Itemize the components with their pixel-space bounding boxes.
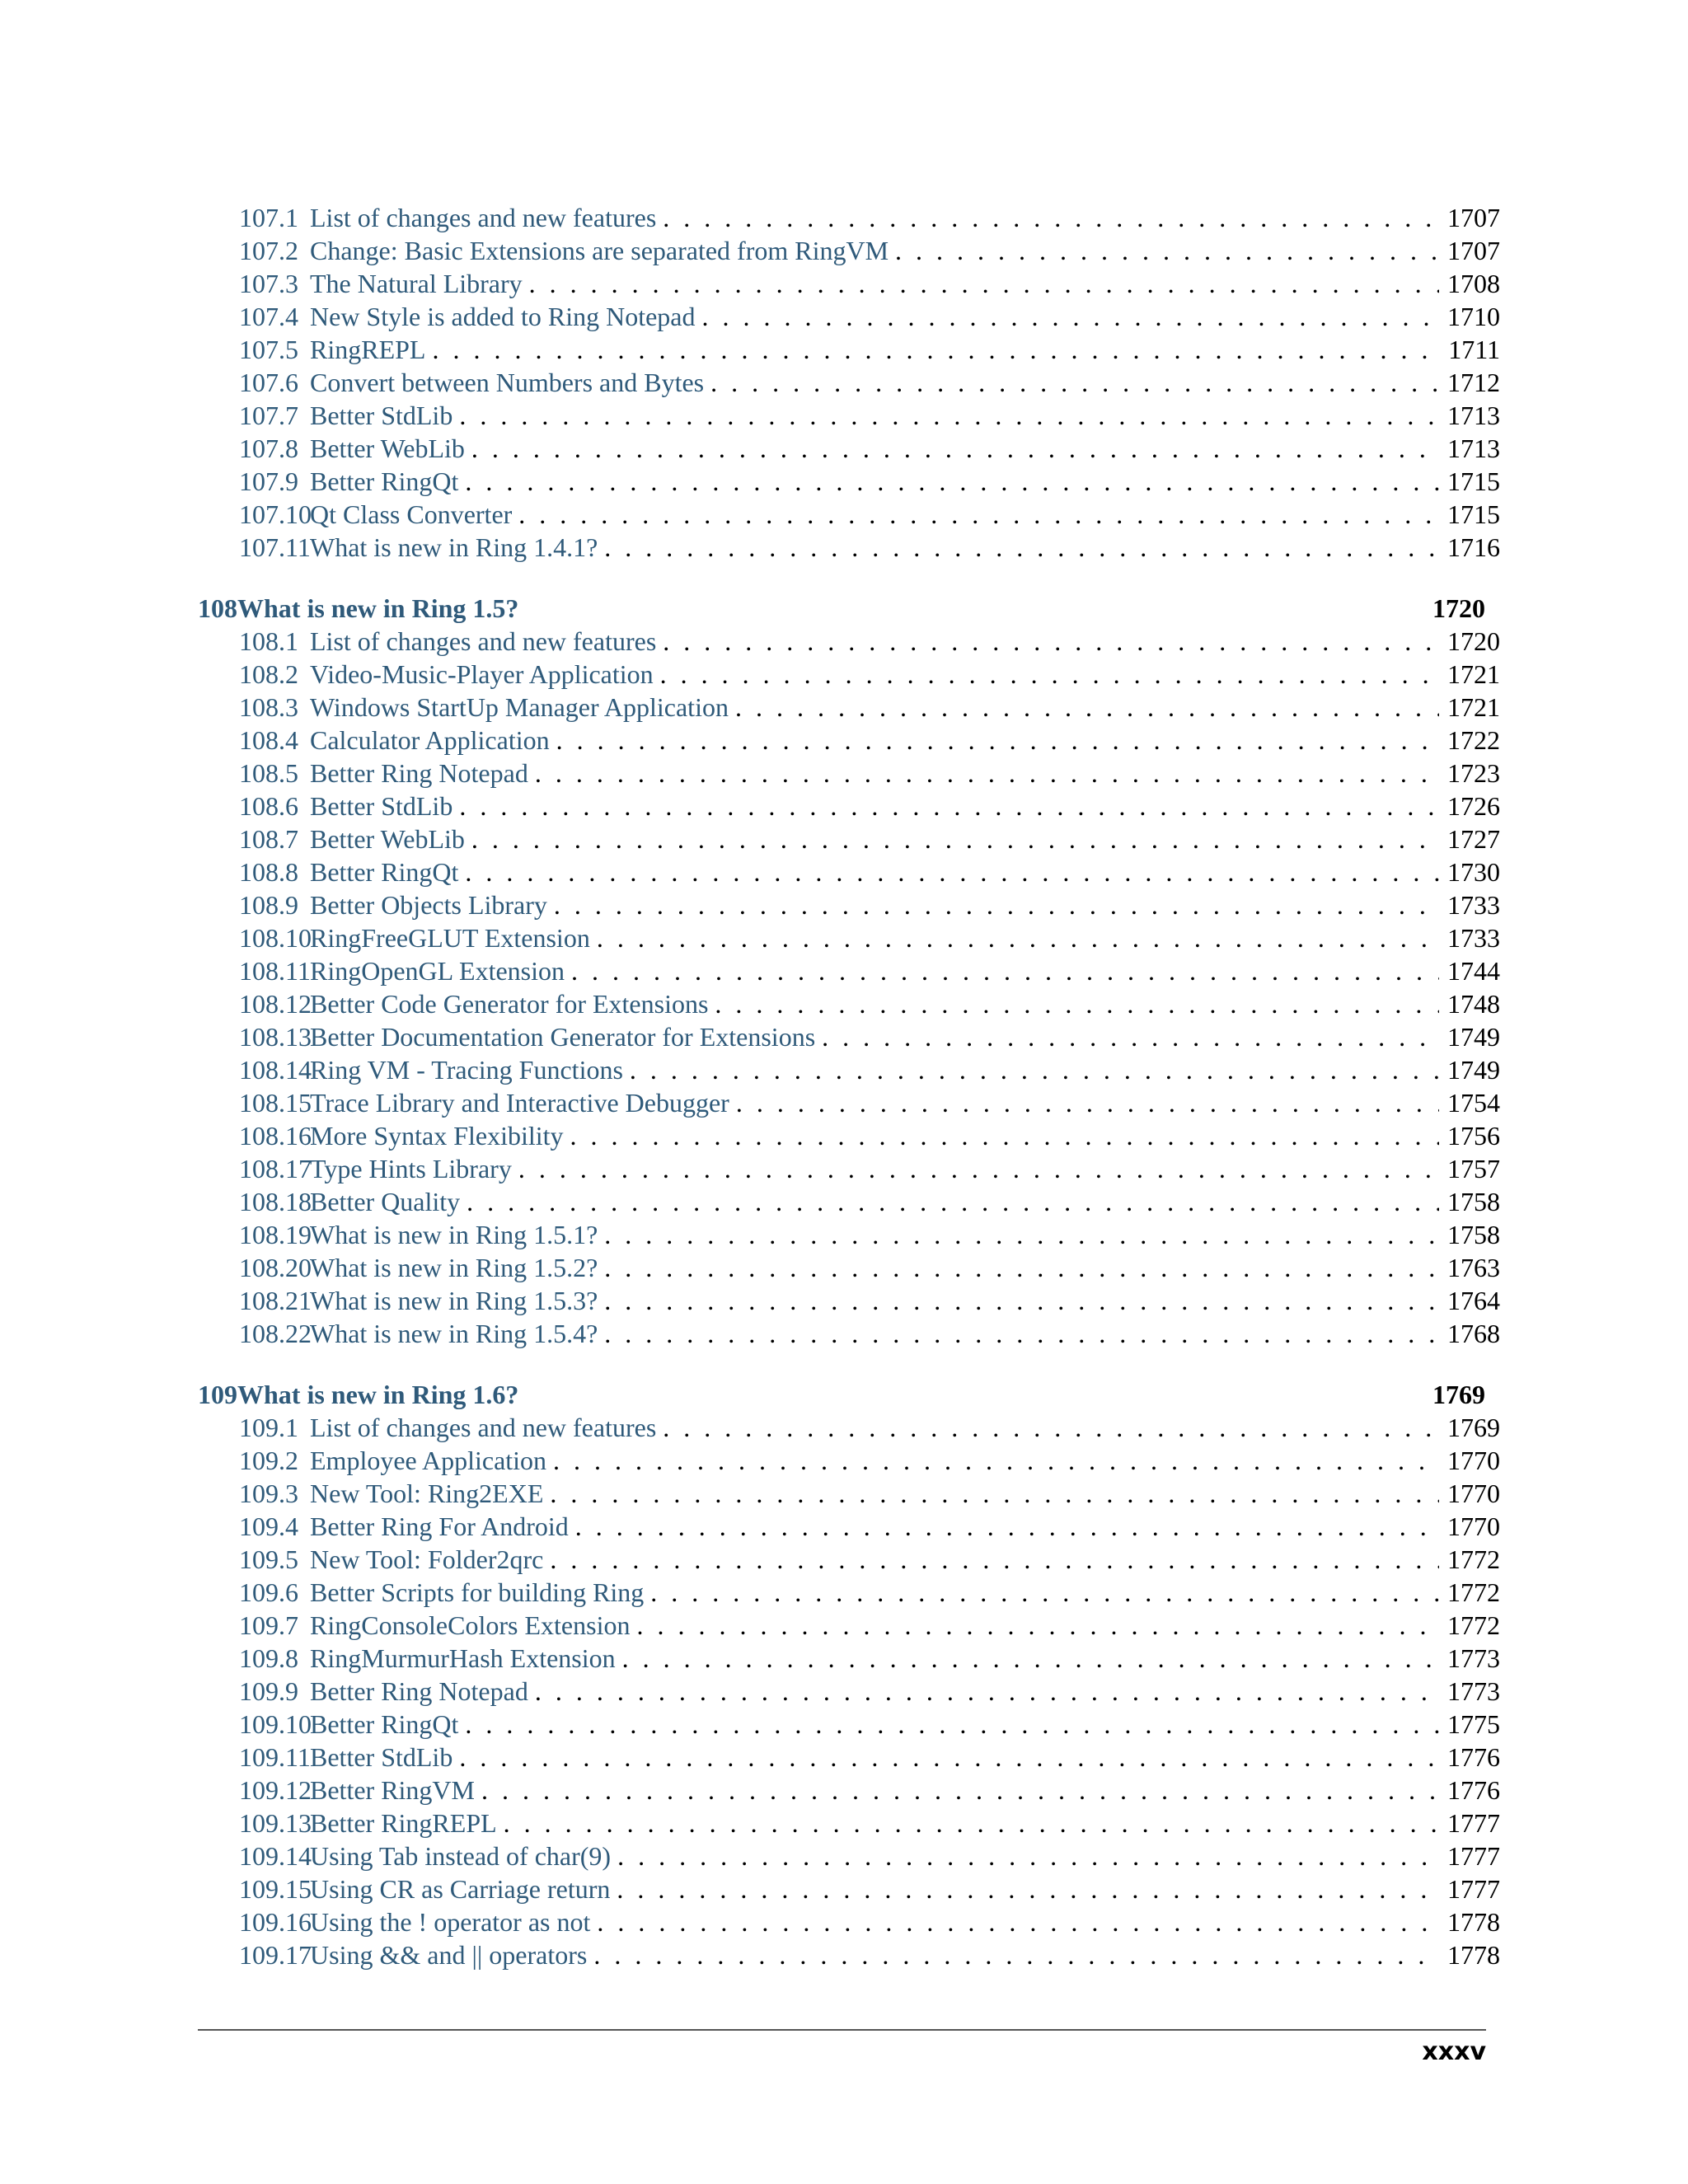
toc-entry-title[interactable]: Better Quality bbox=[310, 1187, 461, 1216]
toc-entry-number[interactable]: 109.17 bbox=[239, 1940, 312, 1970]
toc-entry[interactable] bbox=[198, 1411, 1500, 1444]
dot-leader bbox=[459, 790, 1439, 823]
dot-leader bbox=[663, 1411, 1439, 1444]
toc-entry-page[interactable]: 1778 bbox=[1447, 1940, 1500, 1970]
toc-entry-page[interactable]: 1715 bbox=[1447, 466, 1500, 496]
toc-entry-number[interactable]: 109.16 bbox=[239, 1907, 312, 1937]
toc-entry[interactable] bbox=[198, 366, 1500, 399]
dot-leader bbox=[701, 300, 1439, 333]
toc-entry-title[interactable]: Better Ring Notepad bbox=[310, 758, 528, 788]
toc-entry-title[interactable]: RingOpenGL Extension bbox=[310, 956, 565, 986]
toc-entry-page[interactable]: 1758 bbox=[1447, 1187, 1500, 1216]
toc-entry[interactable] bbox=[198, 1251, 1500, 1284]
toc-entry[interactable] bbox=[198, 954, 1500, 987]
toc-entry-number[interactable]: 108.13 bbox=[239, 1022, 312, 1052]
toc-entry-title[interactable]: RingMurmurHash Extension bbox=[310, 1643, 616, 1673]
dot-leader bbox=[604, 1218, 1439, 1251]
toc-entry[interactable] bbox=[198, 1444, 1500, 1477]
toc-entry-page[interactable]: 1733 bbox=[1447, 923, 1500, 953]
toc-entry-page[interactable]: 1711 bbox=[1448, 335, 1500, 364]
dot-leader bbox=[597, 1905, 1439, 1938]
toc-entry-page[interactable]: 1773 bbox=[1447, 1643, 1500, 1673]
table-of-contents bbox=[198, 201, 1500, 1971]
toc-entry-number[interactable]: 108.6 bbox=[239, 791, 298, 821]
toc-entry-number[interactable]: 109.12 bbox=[239, 1775, 312, 1805]
toc-entry[interactable] bbox=[198, 987, 1500, 1020]
toc-entry-number[interactable]: 107.1 bbox=[239, 203, 298, 232]
footer-divider bbox=[198, 2029, 1486, 2031]
toc-entry[interactable] bbox=[198, 465, 1500, 498]
toc-entry[interactable] bbox=[198, 498, 1500, 531]
toc-entry-number[interactable]: 108.14 bbox=[239, 1055, 312, 1085]
toc-entry-number[interactable]: 109.7 bbox=[239, 1610, 298, 1640]
toc-entry-title[interactable]: What is new in Ring 1.5.3? bbox=[310, 1286, 598, 1315]
dot-leader bbox=[432, 333, 1439, 366]
toc-entry-title[interactable]: Better Ring For Android bbox=[310, 1511, 569, 1541]
toc-entry-page[interactable]: 1707 bbox=[1447, 236, 1500, 265]
dot-leader bbox=[554, 888, 1439, 921]
toc-entry[interactable] bbox=[198, 1609, 1500, 1642]
dot-leader bbox=[736, 1086, 1439, 1119]
toc-entry-page[interactable]: 1710 bbox=[1447, 302, 1500, 331]
toc-entry[interactable] bbox=[198, 234, 1500, 267]
toc-entry-title[interactable]: Qt Class Converter bbox=[310, 499, 513, 529]
toc-entry[interactable] bbox=[198, 1020, 1500, 1053]
toc-entry[interactable] bbox=[198, 691, 1500, 724]
toc-entry-number[interactable]: 108.19 bbox=[239, 1220, 312, 1249]
toc-entry-page[interactable]: 1772 bbox=[1447, 1577, 1500, 1607]
toc-entry-number[interactable]: 108.17 bbox=[239, 1154, 312, 1183]
toc-entry-number[interactable]: 107.5 bbox=[239, 335, 298, 364]
toc-entry-page[interactable]: 1744 bbox=[1447, 956, 1500, 986]
toc-entry-page[interactable]: 1763 bbox=[1447, 1253, 1500, 1282]
toc-entry-title[interactable]: Better Objects Library bbox=[310, 890, 547, 920]
toc-entry-number[interactable]: 108.20 bbox=[239, 1253, 312, 1282]
toc-entry-page[interactable]: 1777 bbox=[1447, 1808, 1500, 1838]
toc-entry-number[interactable]: 108.22 bbox=[239, 1319, 312, 1348]
toc-entry-number[interactable]: 107.4 bbox=[239, 302, 298, 331]
toc-entry-page[interactable]: 1748 bbox=[1447, 989, 1500, 1019]
toc-entry-title[interactable]: Better RingREPL bbox=[310, 1808, 497, 1838]
toc-entry-number[interactable]: 109.14 bbox=[239, 1841, 312, 1871]
toc-entry-page[interactable]: 1778 bbox=[1447, 1907, 1500, 1937]
dot-leader bbox=[604, 1251, 1439, 1284]
toc-entry-number[interactable]: 109.6 bbox=[239, 1577, 298, 1607]
toc-entry-title[interactable]: RingREPL bbox=[310, 335, 426, 364]
toc-entry-title[interactable]: Better RingVM bbox=[310, 1775, 475, 1805]
dot-leader bbox=[630, 1053, 1439, 1086]
toc-entry-number[interactable]: 108.5 bbox=[239, 758, 298, 788]
toc-entry[interactable] bbox=[198, 1774, 1500, 1807]
dot-leader bbox=[604, 531, 1439, 564]
toc-entry-number[interactable]: 109.4 bbox=[239, 1511, 298, 1541]
dot-leader bbox=[660, 658, 1439, 691]
toc-entry-number[interactable]: 109.8 bbox=[239, 1643, 298, 1673]
toc-entry-page[interactable]: 1756 bbox=[1447, 1121, 1500, 1151]
dot-leader bbox=[465, 1708, 1439, 1741]
toc-entry[interactable] bbox=[198, 333, 1500, 366]
dot-leader bbox=[570, 1119, 1439, 1152]
toc-entry[interactable] bbox=[198, 1938, 1500, 1971]
dot-leader bbox=[465, 465, 1439, 498]
toc-entry-page[interactable]: 1768 bbox=[1447, 1319, 1500, 1348]
toc-entry-title[interactable]: Better RingQt bbox=[310, 466, 459, 496]
toc-chapter-block bbox=[198, 1378, 1500, 1971]
toc-entry-page[interactable]: 1777 bbox=[1447, 1841, 1500, 1871]
toc-entry-page[interactable]: 1772 bbox=[1447, 1544, 1500, 1574]
dot-leader bbox=[617, 1872, 1439, 1905]
dot-leader bbox=[895, 234, 1439, 267]
toc-entry-number[interactable]: 108.3 bbox=[239, 692, 298, 722]
toc-entry-page[interactable]: 1764 bbox=[1447, 1286, 1500, 1315]
toc-entry-title[interactable]: Using && and || operators bbox=[310, 1940, 588, 1970]
toc-entry-number[interactable]: 107.9 bbox=[239, 466, 298, 496]
dot-leader bbox=[553, 1444, 1439, 1477]
toc-entry[interactable] bbox=[198, 399, 1500, 432]
toc-entry-page[interactable]: 1772 bbox=[1447, 1610, 1500, 1640]
toc-entry-number[interactable]: 108.15 bbox=[239, 1088, 312, 1118]
toc-entry[interactable] bbox=[198, 855, 1500, 888]
toc-entry-title[interactable]: Change: Basic Extensions are separated from RingVM bbox=[310, 236, 889, 265]
toc-entry-number[interactable]: 107.11 bbox=[239, 532, 311, 562]
toc-entry-title[interactable]: Ring VM - Tracing Functions bbox=[310, 1055, 623, 1085]
toc-chapter-title[interactable]: What is new in Ring 1.6? bbox=[237, 1380, 519, 1409]
toc-entry-title[interactable]: Using Tab instead of char(9) bbox=[310, 1841, 612, 1871]
dot-leader bbox=[604, 1317, 1439, 1350]
toc-entry-title[interactable]: More Syntax Flexibility bbox=[310, 1121, 564, 1151]
toc-entry-number[interactable]: 109.1 bbox=[239, 1413, 298, 1442]
toc-entry-page[interactable]: 1773 bbox=[1447, 1676, 1500, 1706]
toc-entry[interactable] bbox=[198, 888, 1500, 921]
toc-entry-page[interactable]: 1770 bbox=[1447, 1479, 1500, 1508]
toc-entry-page[interactable]: 1721 bbox=[1447, 659, 1500, 689]
toc-entry-number[interactable]: 108.21 bbox=[239, 1286, 312, 1315]
toc-entry[interactable] bbox=[198, 790, 1500, 823]
dot-leader bbox=[465, 855, 1439, 888]
toc-entry[interactable] bbox=[198, 1741, 1500, 1774]
dot-leader bbox=[459, 1741, 1439, 1774]
toc-entry-number[interactable]: 109.9 bbox=[239, 1676, 298, 1706]
toc-entry-title[interactable]: Better Code Generator for Extensions bbox=[310, 989, 709, 1019]
toc-entry-number[interactable]: 108.10 bbox=[239, 923, 312, 953]
toc-entry-page[interactable]: 1723 bbox=[1447, 758, 1500, 788]
toc-entry[interactable] bbox=[198, 531, 1500, 564]
toc-entry[interactable] bbox=[198, 1185, 1500, 1218]
toc-entry[interactable] bbox=[198, 724, 1500, 757]
toc-entry-title[interactable]: Better Ring Notepad bbox=[310, 1676, 528, 1706]
toc-entry-page[interactable]: 1721 bbox=[1447, 692, 1500, 722]
toc-entry-title[interactable]: Video-Music-Player Application bbox=[310, 659, 654, 689]
toc-entry-page[interactable]: 1749 bbox=[1447, 1055, 1500, 1085]
toc-entry[interactable] bbox=[198, 921, 1500, 954]
toc-entry[interactable] bbox=[198, 1807, 1500, 1840]
page-number: xxxv bbox=[1422, 2037, 1486, 2066]
toc-chapter-heading[interactable] bbox=[198, 1378, 1500, 1411]
toc-entry[interactable] bbox=[198, 658, 1500, 691]
toc-entry-number[interactable]: 108.4 bbox=[239, 725, 298, 755]
toc-entry-title[interactable]: Better Documentation Generator for Extensions bbox=[310, 1022, 816, 1052]
toc-entry-page[interactable]: 1776 bbox=[1447, 1775, 1500, 1805]
toc-entry-page[interactable]: 1770 bbox=[1447, 1446, 1500, 1475]
toc-entry-number[interactable]: 109.11 bbox=[239, 1742, 311, 1772]
toc-entry-page[interactable]: 1713 bbox=[1447, 401, 1500, 430]
toc-entry-number[interactable]: 108.7 bbox=[239, 824, 298, 854]
toc-chapter-heading[interactable] bbox=[198, 592, 1500, 625]
toc-entry[interactable] bbox=[198, 1317, 1500, 1350]
toc-entry-page[interactable]: 1720 bbox=[1447, 626, 1500, 656]
toc-entry-number[interactable]: 108.8 bbox=[239, 857, 298, 887]
toc-entry-title[interactable]: Better RingQt bbox=[310, 857, 459, 887]
toc-entry[interactable] bbox=[198, 1477, 1500, 1510]
dot-leader bbox=[471, 823, 1439, 855]
toc-chapter-page[interactable]: 1720 bbox=[1432, 593, 1485, 623]
toc-entry-title[interactable]: New Tool: Folder2qrc bbox=[310, 1544, 544, 1574]
toc-entry-number[interactable]: 108.16 bbox=[239, 1121, 312, 1151]
toc-entry-number[interactable]: 109.13 bbox=[239, 1808, 312, 1838]
toc-entry-title[interactable]: Trace Library and Interactive Debugger bbox=[310, 1088, 729, 1118]
toc-entry-title[interactable]: Better RingQt bbox=[310, 1709, 459, 1739]
toc-entry-title[interactable]: RingConsoleColors Extension bbox=[310, 1610, 631, 1640]
toc-entry-number[interactable]: 107.2 bbox=[239, 236, 298, 265]
toc-entry-page[interactable]: 1749 bbox=[1447, 1022, 1500, 1052]
toc-entry[interactable] bbox=[198, 1152, 1500, 1185]
toc-entry[interactable] bbox=[198, 1543, 1500, 1576]
toc-entry-title[interactable]: The Natural Library bbox=[310, 269, 523, 298]
toc-entry-title[interactable]: List of changes and new features bbox=[310, 626, 657, 656]
toc-entry[interactable] bbox=[198, 1119, 1500, 1152]
toc-entry[interactable] bbox=[198, 1053, 1500, 1086]
toc-entry-title[interactable]: What is new in Ring 1.5.4? bbox=[310, 1319, 598, 1348]
toc-entry-page[interactable]: 1758 bbox=[1447, 1220, 1500, 1249]
toc-entry-page[interactable]: 1722 bbox=[1447, 725, 1500, 755]
toc-entry[interactable] bbox=[198, 1642, 1500, 1675]
toc-entry-page[interactable]: 1757 bbox=[1447, 1154, 1500, 1183]
dot-leader bbox=[597, 921, 1439, 954]
toc-entry-title[interactable]: Better StdLib bbox=[310, 791, 453, 821]
toc-chapter-title[interactable]: What is new in Ring 1.5? bbox=[237, 593, 519, 623]
dot-leader bbox=[529, 267, 1439, 300]
toc-entry-number[interactable]: 108.18 bbox=[239, 1187, 312, 1216]
dot-leader bbox=[481, 1774, 1439, 1807]
toc-entry-title[interactable]: RingFreeGLUT Extension bbox=[310, 923, 590, 953]
dot-leader bbox=[636, 1609, 1439, 1642]
toc-entry-number[interactable]: 109.15 bbox=[239, 1874, 312, 1904]
toc-entry-page[interactable]: 1708 bbox=[1447, 269, 1500, 298]
dot-leader bbox=[571, 954, 1439, 987]
toc-entry[interactable] bbox=[198, 1840, 1500, 1872]
toc-entry-title[interactable]: What is new in Ring 1.5.2? bbox=[310, 1253, 598, 1282]
toc-entry[interactable] bbox=[198, 823, 1500, 855]
toc-entry-number[interactable]: 108.1 bbox=[239, 626, 298, 656]
toc-entry[interactable] bbox=[198, 1284, 1500, 1317]
toc-entry-number[interactable]: 109.2 bbox=[239, 1446, 298, 1475]
dot-leader bbox=[663, 625, 1439, 658]
toc-lead-section bbox=[198, 201, 1500, 564]
dot-leader bbox=[518, 498, 1439, 531]
toc-entry-title[interactable]: Better WebLib bbox=[310, 434, 465, 463]
dot-leader bbox=[715, 987, 1439, 1020]
toc-entry-page[interactable]: 1715 bbox=[1447, 499, 1500, 529]
toc-entry-title[interactable]: Convert between Numbers and Bytes bbox=[310, 368, 705, 397]
toc-entry[interactable] bbox=[198, 757, 1500, 790]
toc-chapters bbox=[198, 592, 1500, 1971]
toc-entry[interactable] bbox=[198, 1872, 1500, 1905]
toc-entry[interactable] bbox=[198, 1576, 1500, 1609]
toc-entry[interactable] bbox=[198, 1905, 1500, 1938]
toc-entry-title[interactable]: Calculator Application bbox=[310, 725, 550, 755]
toc-entry-title[interactable]: Using the ! operator as not bbox=[310, 1907, 591, 1937]
toc-entry-page[interactable]: 1730 bbox=[1447, 857, 1500, 887]
toc-entry-page[interactable]: 1770 bbox=[1447, 1511, 1500, 1541]
dot-leader bbox=[467, 1185, 1439, 1218]
dot-leader bbox=[735, 691, 1439, 724]
toc-entry-number[interactable]: 108.12 bbox=[239, 989, 312, 1019]
toc-entry-title[interactable]: New Tool: Ring2EXE bbox=[310, 1479, 544, 1508]
toc-chapter-block bbox=[198, 592, 1500, 1350]
dot-leader bbox=[604, 1284, 1439, 1317]
toc-entry-page[interactable]: 1777 bbox=[1447, 1874, 1500, 1904]
dot-leader bbox=[710, 366, 1439, 399]
toc-entry-number[interactable]: 107.3 bbox=[239, 269, 298, 298]
dot-leader bbox=[822, 1020, 1439, 1053]
dot-leader bbox=[556, 724, 1439, 757]
toc-entry[interactable] bbox=[198, 1510, 1500, 1543]
toc-entry-number[interactable]: 108.2 bbox=[239, 659, 298, 689]
dot-leader bbox=[518, 1152, 1439, 1185]
toc-entry-page[interactable]: 1727 bbox=[1447, 824, 1500, 854]
toc-entry[interactable] bbox=[198, 300, 1500, 333]
toc-entry-page[interactable]: 1754 bbox=[1447, 1088, 1500, 1118]
toc-chapter-page[interactable]: 1769 bbox=[1432, 1380, 1485, 1409]
dot-leader bbox=[504, 1807, 1439, 1840]
dot-leader bbox=[650, 1576, 1439, 1609]
toc-entry-title[interactable]: Better Scripts for building Ring bbox=[310, 1577, 645, 1607]
dot-leader bbox=[550, 1477, 1439, 1510]
toc-entry-title[interactable]: New Style is added to Ring Notepad bbox=[310, 302, 696, 331]
toc-entry-page[interactable]: 1726 bbox=[1447, 791, 1500, 821]
toc-entry[interactable] bbox=[198, 432, 1500, 465]
toc-entry-number[interactable]: 107.10 bbox=[239, 499, 312, 529]
toc-entry-title[interactable]: Using CR as Carriage return bbox=[310, 1874, 611, 1904]
toc-entry[interactable] bbox=[198, 1218, 1500, 1251]
toc-entry-number[interactable]: 107.7 bbox=[239, 401, 298, 430]
dot-leader bbox=[663, 201, 1439, 234]
toc-entry-title[interactable]: Better StdLib bbox=[310, 1742, 453, 1772]
toc-entry[interactable] bbox=[198, 1086, 1500, 1119]
toc-entry-page[interactable]: 1707 bbox=[1447, 203, 1500, 232]
dot-leader bbox=[535, 757, 1439, 790]
toc-entry-number[interactable]: 107.6 bbox=[239, 368, 298, 397]
toc-chapter-number[interactable]: 108 bbox=[198, 593, 237, 623]
toc-entry-number[interactable]: 109.10 bbox=[239, 1709, 312, 1739]
toc-entry-page[interactable]: 1776 bbox=[1447, 1742, 1500, 1772]
dot-leader bbox=[459, 399, 1439, 432]
toc-entry[interactable] bbox=[198, 625, 1500, 658]
toc-chapter-number[interactable]: 109 bbox=[198, 1380, 237, 1409]
dot-leader bbox=[622, 1642, 1439, 1675]
toc-entry-number[interactable]: 108.11 bbox=[239, 956, 311, 986]
dot-leader bbox=[575, 1510, 1439, 1543]
dot-leader bbox=[550, 1543, 1439, 1576]
toc-entry-title[interactable]: Employee Application bbox=[310, 1446, 547, 1475]
toc-entry-title[interactable]: Type Hints Library bbox=[310, 1154, 512, 1183]
toc-entry[interactable] bbox=[198, 267, 1500, 300]
toc-entry-title[interactable]: Better WebLib bbox=[310, 824, 465, 854]
toc-entry-page[interactable]: 1769 bbox=[1447, 1413, 1500, 1442]
toc-entry-number[interactable]: 107.8 bbox=[239, 434, 298, 463]
dot-leader bbox=[617, 1840, 1439, 1872]
toc-entry-number[interactable]: 108.9 bbox=[239, 890, 298, 920]
toc-entry-page[interactable]: 1712 bbox=[1447, 368, 1500, 397]
toc-entry-number[interactable]: 109.5 bbox=[239, 1544, 298, 1574]
toc-entry-title[interactable]: List of changes and new features bbox=[310, 203, 657, 232]
toc-entry[interactable] bbox=[198, 1675, 1500, 1708]
dot-leader bbox=[535, 1675, 1439, 1708]
toc-entry[interactable] bbox=[198, 1708, 1500, 1741]
toc-entry-title[interactable]: List of changes and new features bbox=[310, 1413, 657, 1442]
dot-leader bbox=[593, 1938, 1439, 1971]
toc-entry[interactable] bbox=[198, 201, 1500, 234]
toc-entry-title[interactable]: What is new in Ring 1.5.1? bbox=[310, 1220, 598, 1249]
toc-entry-title[interactable]: Windows StartUp Manager Application bbox=[310, 692, 729, 722]
toc-entry-title[interactable]: Better StdLib bbox=[310, 401, 453, 430]
toc-entry-page[interactable]: 1713 bbox=[1447, 434, 1500, 463]
toc-entry-page[interactable]: 1716 bbox=[1447, 532, 1500, 562]
toc-entry-page[interactable]: 1733 bbox=[1447, 890, 1500, 920]
dot-leader bbox=[471, 432, 1439, 465]
toc-entry-page[interactable]: 1775 bbox=[1447, 1709, 1500, 1739]
toc-entry-number[interactable]: 109.3 bbox=[239, 1479, 298, 1508]
toc-entry-title[interactable]: What is new in Ring 1.4.1? bbox=[310, 532, 598, 562]
